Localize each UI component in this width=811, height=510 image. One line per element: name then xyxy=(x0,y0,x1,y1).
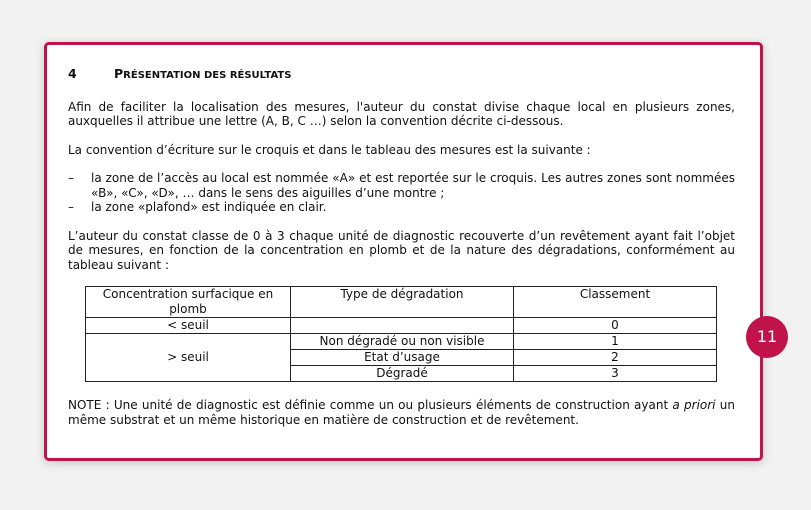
cell-concentration: < seuil xyxy=(86,318,291,334)
classification-table xyxy=(85,286,717,382)
table-row xyxy=(86,334,717,350)
list-item: – la zone «plafond» est indiquée en clair. xyxy=(68,200,735,215)
list-item: – la zone de l’accès au local est nommée «A» et est reportée sur le croquis. Les autres zones sont nommées «B», «C», «D», … dans le sens des aiguilles d’une montre ; xyxy=(68,171,735,200)
section-title-initial: P xyxy=(114,66,124,81)
section-heading xyxy=(68,67,735,84)
table-row xyxy=(86,318,717,334)
cell-concentration: > seuil xyxy=(86,334,291,382)
section-title xyxy=(114,67,291,84)
table-header-row xyxy=(86,287,717,318)
cell-class: 0 xyxy=(514,318,717,334)
section-number: 4 xyxy=(68,66,77,81)
convention-paragraph: La convention d’écriture sur le croquis et dans le tableau des mesures est la suivante : xyxy=(68,142,591,157)
note-paragraph xyxy=(68,398,735,427)
classement-paragraph: L’auteur du constat classe de 0 à 3 chaque unité de diagnostic recouverte d’un revêtement ayant fait l’objet de mesures, en fonction de la concentration en plomb et de la nature des dégradations, conformément au tableau suivant : xyxy=(68,228,735,272)
section-title-rest: RÉSENTATION DES RÉSULTATS xyxy=(123,70,292,81)
page-number-badge: 11 xyxy=(746,316,788,358)
document-frame xyxy=(44,42,763,461)
cell-degradation: Etat d’usage xyxy=(291,350,514,366)
header-degradation: Type de dégradation xyxy=(291,287,514,318)
document-content xyxy=(68,67,735,427)
header-classement: Classement xyxy=(514,287,717,318)
note-text: NOTE : Une unité de diagnostic est définie comme un ou plusieurs éléments de construction ayant xyxy=(68,398,673,412)
note-text-end: un même substrat et un même historique en matière de construction et de revêtement. xyxy=(68,398,735,427)
cell-class: 1 xyxy=(514,334,717,350)
convention-list xyxy=(68,171,735,215)
cell-degradation: Dégradé xyxy=(291,366,514,382)
cell-degradation xyxy=(291,318,514,334)
cell-class: 2 xyxy=(514,350,717,366)
intro-paragraph: Afin de faciliter la localisation des mesures, l'auteur du constat divise chaque local en plusieurs zones, auxquelles il attribue une lettre (A, B, C …) selon la convention décrite ci-dessous. xyxy=(68,99,735,128)
header-concentration: Concentration surfacique en plomb xyxy=(86,287,291,318)
note-italic: a priori xyxy=(672,398,716,412)
cell-degradation: Non dégradé ou non visible xyxy=(291,334,514,350)
cell-class: 3 xyxy=(514,366,717,382)
